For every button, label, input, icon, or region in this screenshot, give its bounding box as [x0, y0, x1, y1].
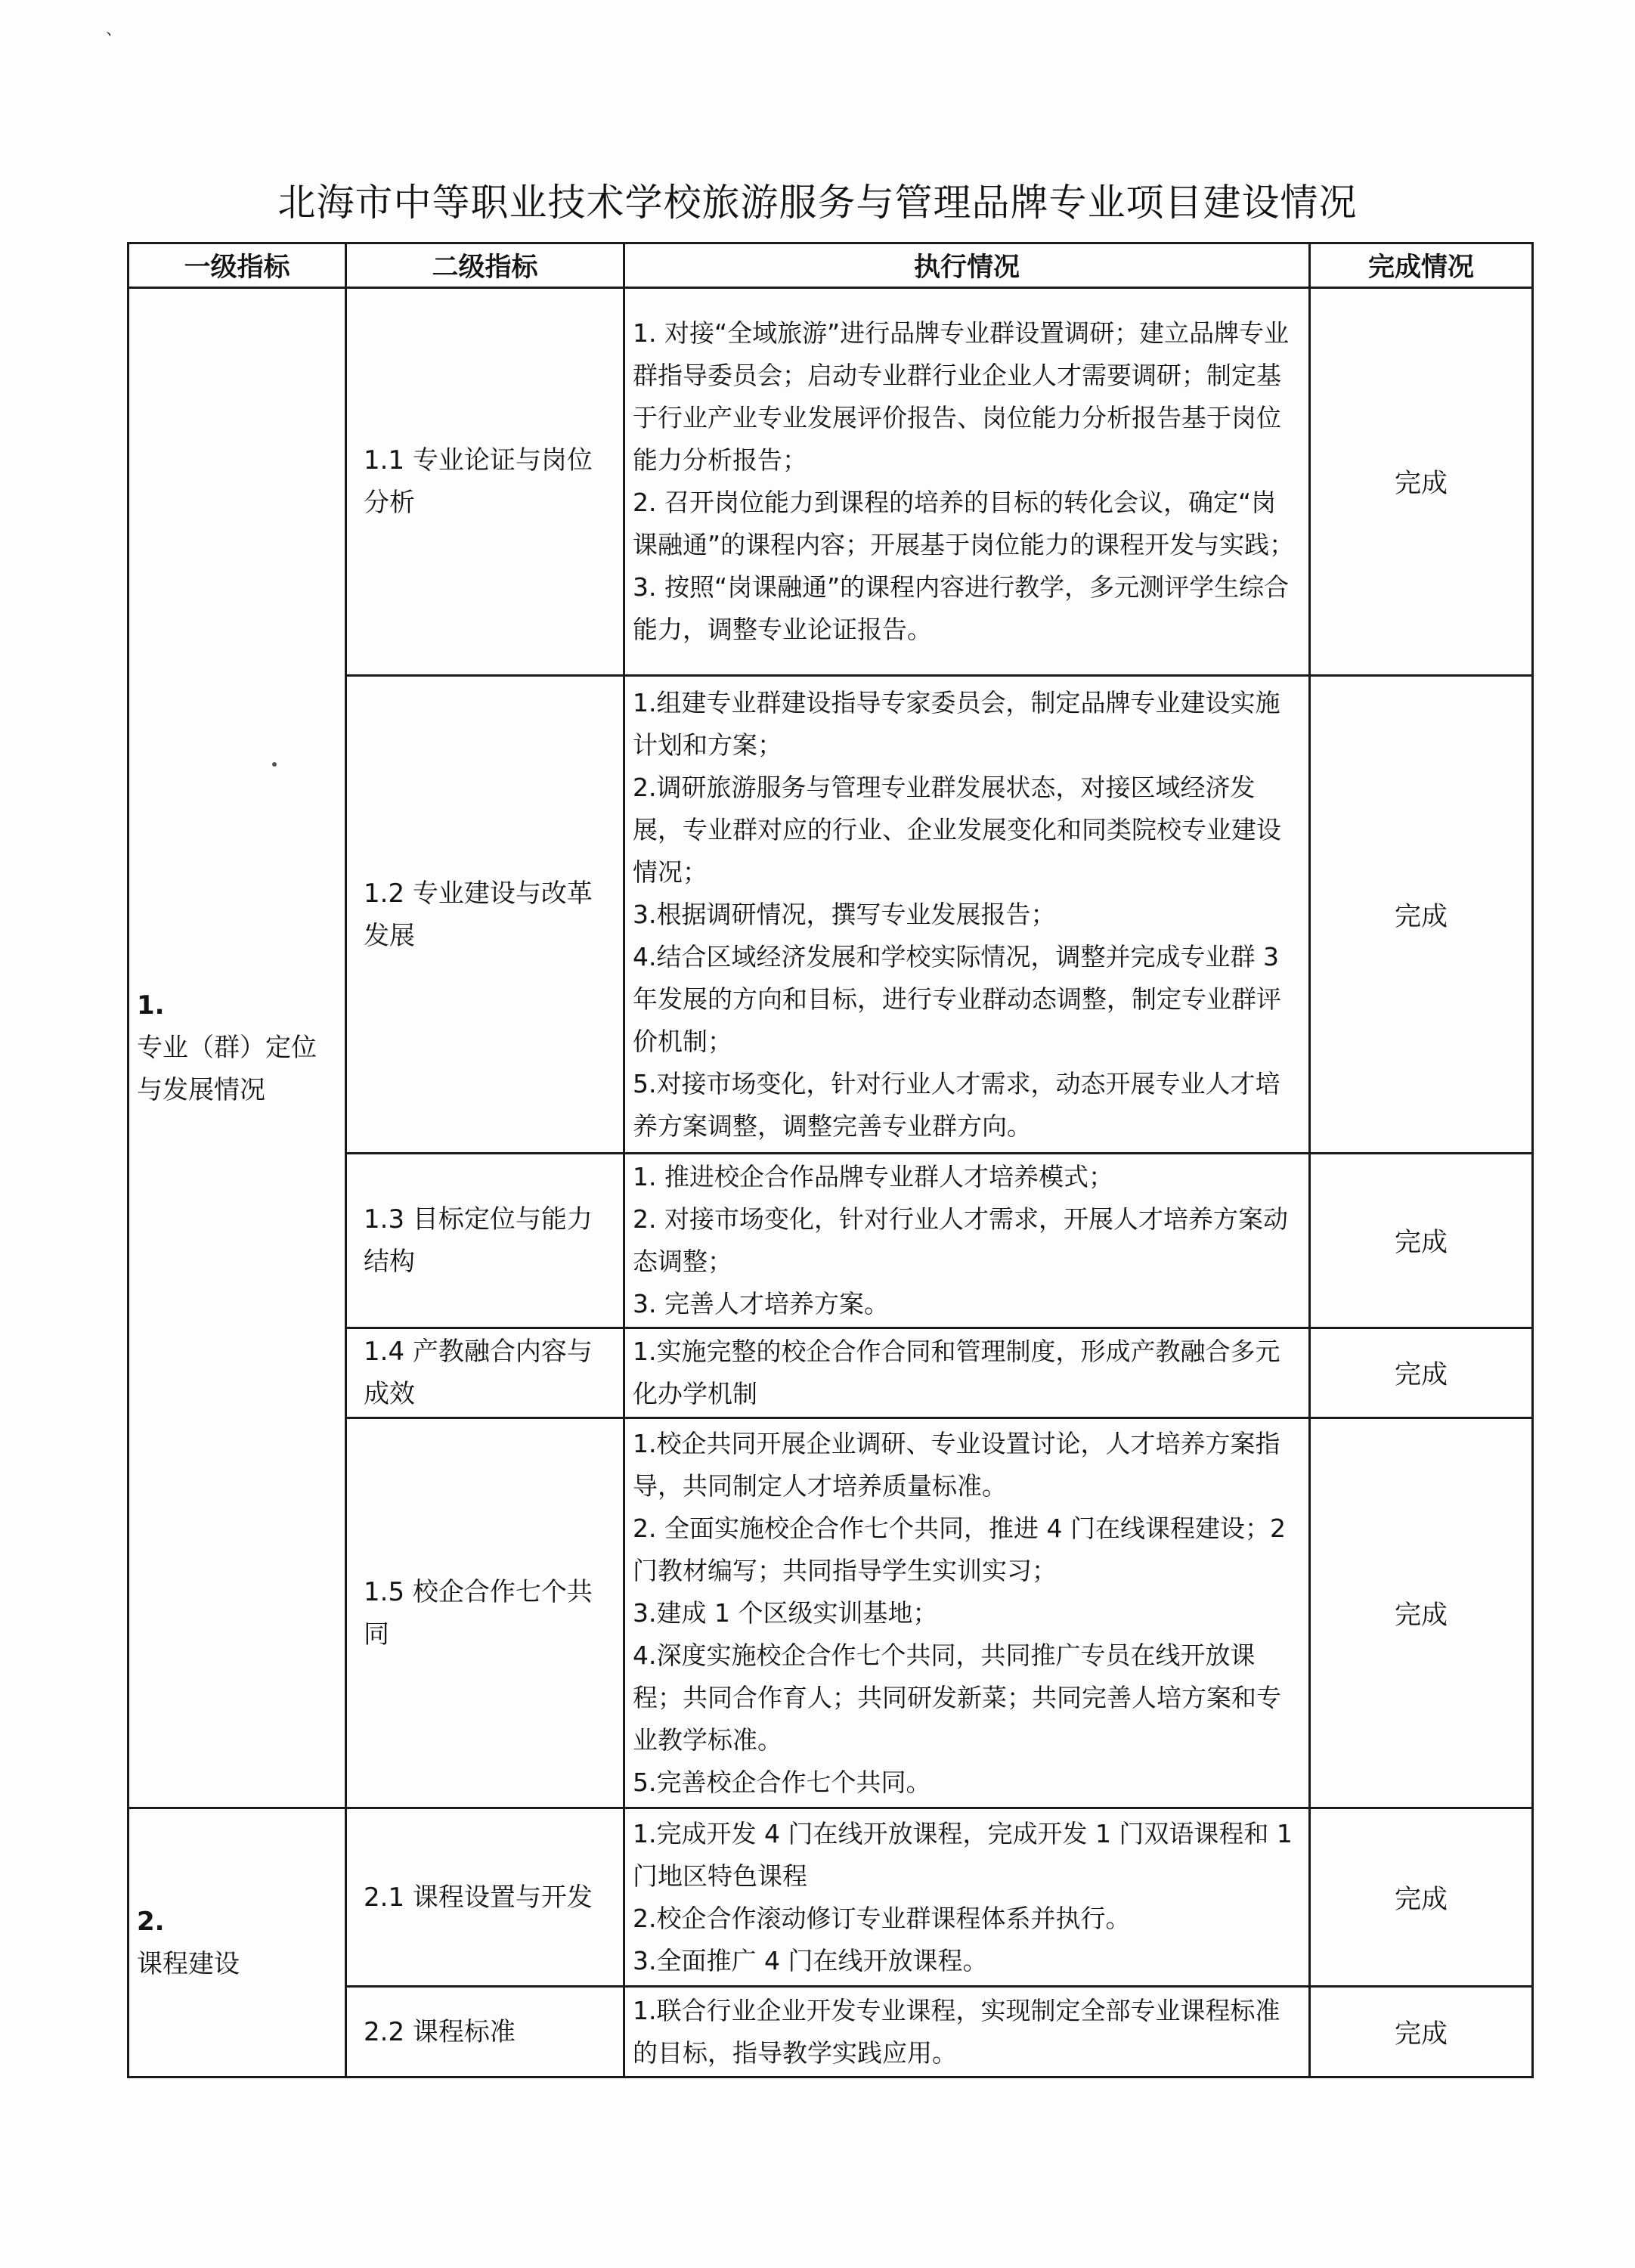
report-table	[127, 242, 1534, 2078]
execution-item: 3.建成 1 个区级实训基地；	[633, 1597, 938, 1628]
level1-number: 2.	[137, 1906, 165, 1937]
execution-item: 1.完成开发 4 门在线开放课程，完成开发 1 门双语课程和 1 门地区特色课程	[633, 1818, 1293, 1891]
corner-mark: 、	[106, 20, 123, 39]
execution-item: 4.深度实施校企合作七个共同，共同推广专员在线开放课程；共同合作育人；共同研发新菜；共同完善人培方案和专业教学标准。	[633, 1640, 1281, 1755]
execution-item: 2. 全面实施校企合作七个共同，推进 4 门在线课程建设；2 门教材编写；共同指导学生实训实习；	[633, 1513, 1286, 1585]
level2-cell: 1.4 产教融合内容与成效	[346, 1328, 624, 1418]
level1-name: 课程建设	[137, 1948, 240, 1979]
table-row	[129, 1808, 1533, 1987]
level2-cell: 2.2 课程标准	[346, 1987, 624, 2077]
level2-cell: 1.1 专业论证与岗位分析	[346, 288, 624, 676]
execution-item: 3. 完善人才培养方案。	[633, 1289, 889, 1318]
execution-cell	[624, 1154, 1310, 1328]
level1-cell	[129, 288, 346, 1808]
completion-status: 完成	[1310, 288, 1533, 676]
execution-item: 2.调研旅游服务与管理专业群发展状态，对接区域经济发展，专业群对应的行业、企业发展变化和同类院校专业建设情况；	[633, 772, 1281, 887]
header-execution: 执行情况	[624, 243, 1310, 288]
execution-cell	[624, 676, 1310, 1154]
execution-item: 3. 按照“岗课融通”的课程内容进行教学，多元测评学生综合能力，调整专业论证报告。	[633, 572, 1290, 644]
execution-item: 3.全面推广 4 门在线开放课程。	[633, 1945, 988, 1975]
level2-cell: 1.3 目标定位与能力结构	[346, 1154, 624, 1328]
level2-cell: 1.5 校企合作七个共同	[346, 1418, 624, 1808]
execution-cell	[624, 288, 1310, 676]
execution-cell	[624, 1808, 1310, 1987]
completion-status: 完成	[1310, 1418, 1533, 1808]
execution-item: 1.校企共同开展企业调研、专业设置讨论，人才培养方案指导，共同制定人才培养质量标准。	[633, 1428, 1280, 1501]
execution-item: 4.结合区域经济发展和学校实际情况，调整并完成专业群 3 年发展的方向和目标，进行专业群动态调整，制定专业群评价机制；	[633, 941, 1281, 1056]
completion-status: 完成	[1310, 676, 1533, 1154]
execution-cell	[624, 1418, 1310, 1808]
execution-item: 1. 推进校企合作品牌专业群人才培养模式；	[633, 1162, 1113, 1191]
header-row	[129, 243, 1533, 288]
execution-item: 2. 对接市场变化，针对行业人才需求，开展人才培养方案动态调整；	[633, 1204, 1288, 1276]
header-completion: 完成情况	[1310, 243, 1533, 288]
execution-item: 1.组建专业群建设指导专家委员会，制定品牌专业建设实施计划和方案；	[633, 687, 1280, 760]
header-level1: 一级指标	[129, 243, 346, 288]
level1-number: 1.	[137, 990, 165, 1021]
execution-item: 2.校企合作滚动修订专业群课程体系并执行。	[633, 1903, 1131, 1933]
level2-cell: 1.2 专业建设与改革发展	[346, 676, 624, 1154]
table-row	[129, 288, 1533, 676]
execution-item: 3.根据调研情况，撰写专业发展报告；	[633, 899, 1056, 929]
execution-item: 2. 召开岗位能力到课程的培养的目标的转化会议，确定“岗课融通”的课程内容；开展基于岗位能力的课程开发与实践；	[633, 488, 1295, 559]
execution-item: 1.实施完整的校企合作合同和管理制度，形成产教融合多元化办学机制	[633, 1337, 1280, 1408]
document-title: 北海市中等职业技术学校旅游服务与管理品牌专业项目建设情况	[277, 181, 1358, 225]
completion-status: 完成	[1310, 1987, 1533, 2077]
execution-cell	[624, 1987, 1310, 2077]
completion-status: 完成	[1310, 1808, 1533, 1987]
level1-cell	[129, 1808, 346, 2077]
execution-cell	[624, 1328, 1310, 1418]
completion-status: 完成	[1310, 1154, 1533, 1328]
level2-cell: 2.1 课程设置与开发	[346, 1808, 624, 1987]
execution-item: 1. 对接“全域旅游”进行品牌专业群设置调研；建立品牌专业群指导委员会；启动专业群行业企业人才需要调研；制定基于行业产业专业发展评价报告、岗位能力分析报告基于岗位能力分析报告；	[633, 318, 1290, 475]
header-level2: 二级指标	[346, 243, 624, 288]
execution-item: 1.联合行业企业开发专业课程，实现制定全部专业课程标准的目标，指导教学实践应用。	[633, 1995, 1280, 2068]
execution-item: 5.对接市场变化，针对行业人才需求，动态开展专业人才培养方案调整，调整完善专业群方向。	[633, 1068, 1280, 1141]
execution-item: 5.完善校企合作七个共同。	[633, 1767, 931, 1797]
completion-status: 完成	[1310, 1328, 1533, 1418]
level1-name: 专业（群）定位与发展情况	[137, 1033, 317, 1105]
